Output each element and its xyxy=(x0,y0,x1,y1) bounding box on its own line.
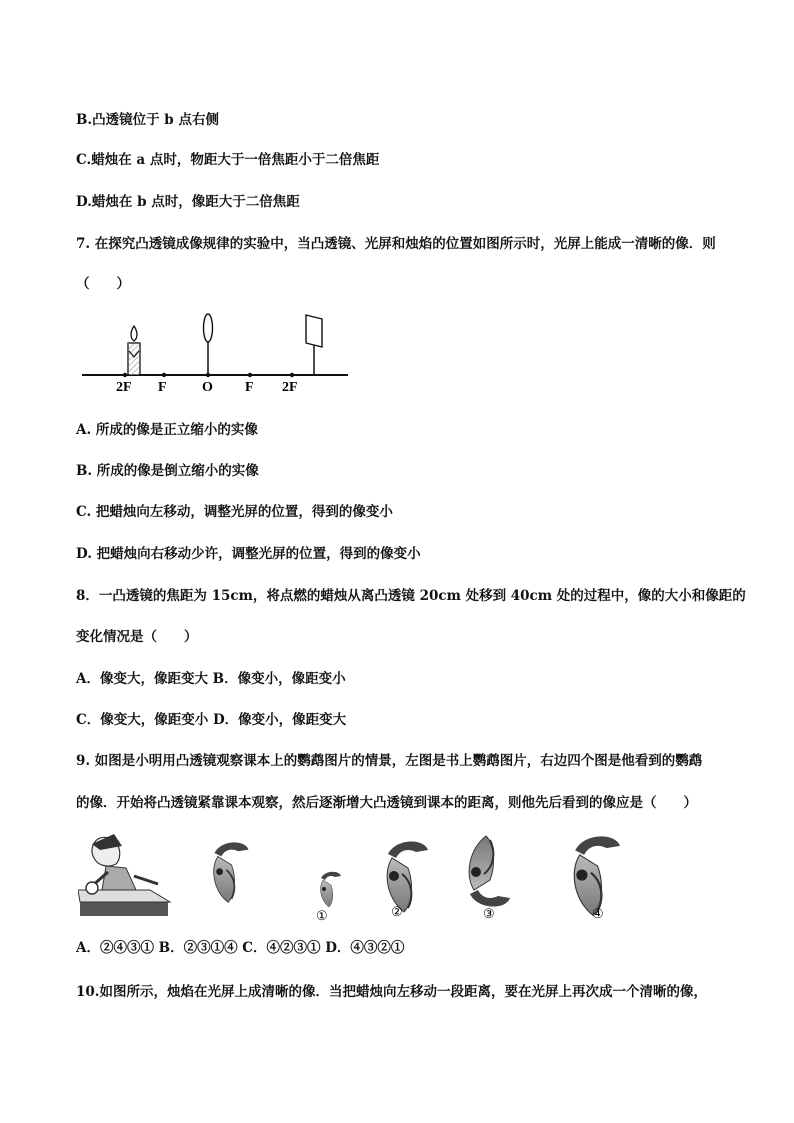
q7-option-b: B. 所成的像是倒立缩小的实像 xyxy=(76,463,259,479)
tick-f-left xyxy=(162,373,166,377)
tick-2f-right xyxy=(290,373,294,377)
label-2f-right: 2F xyxy=(282,380,298,395)
boy-with-magnifier-illustration xyxy=(78,834,170,916)
light-screen-icon xyxy=(306,315,322,375)
q10-stem-line1: 10.如图所示，烛焰在光屏上成清晰的像．当把蜡烛向左移动一段距离，要在光屏上再次成一个清晰的像， xyxy=(76,984,707,1000)
parrot-image-2 xyxy=(387,841,428,912)
q9-stem-line2: 的像．开始将凸透镜紧靠课本观察，然后逐渐增大凸透镜到课本的距离，则他先后看到的像应是（ ） xyxy=(76,795,697,811)
q7-option-c: C. 把蜡烛向左移动，调整光屏的位置，得到的像变小 xyxy=(76,504,393,520)
q6-option-d: D.蜡烛在 b 点时，像距大于二倍焦距 xyxy=(76,194,300,210)
original-parrot-picture xyxy=(214,842,249,902)
q8-options-line1: A．像变大，像距变大 B．像变小，像距变小 xyxy=(76,671,346,687)
label-image-4: ④ xyxy=(592,906,604,921)
label-image-3: ③ xyxy=(483,906,495,921)
tick-o xyxy=(206,373,210,377)
q9-parrot-figure xyxy=(78,828,638,928)
q7-option-a: A. 所成的像是正立缩小的实像 xyxy=(76,422,258,438)
q7-stem-line2: （ ） xyxy=(76,276,130,292)
parrot-image-1 xyxy=(321,872,341,907)
q6-option-b: B.凸透镜位于 b 点右侧 xyxy=(76,112,219,128)
q8-options-line2: C．像变大，像距变小 D．像变小，像距变大 xyxy=(76,712,347,728)
label-image-2: ② xyxy=(391,904,403,919)
q7-stem-line1: 7. 在探究凸透镜成像规律的实验中，当凸透镜、光屏和烛焰的位置如图所示时，光屏上能成一清晰的像．则 xyxy=(76,236,716,252)
q8-stem-line2: 变化情况是（ ） xyxy=(76,629,198,645)
q9-stem-line1: 9. 如图是小明用凸透镜观察课本上的鹦鹉图片的情景，左图是书上鹦鹉图片，右边四个图是他看到的鹦鹉 xyxy=(76,753,703,769)
tick-f-right xyxy=(248,373,252,377)
label-f-left: F xyxy=(158,380,167,395)
parrot-image-3 xyxy=(469,836,510,907)
label-2f-left: 2F xyxy=(116,380,132,395)
q8-stem-line1: 8．一凸透镜的焦距为 15cm，将点燃的蜡烛从离凸透镜 20cm 处移到 40cm 处的过程中，像的大小和像距的 xyxy=(76,588,746,604)
q7-option-d: D. 把蜡烛向右移动少许，调整光屏的位置，得到的像变小 xyxy=(76,546,421,562)
q9-options: A．②④③① B．②③①④ C．④②③① D．④③②① xyxy=(76,940,405,956)
convex-lens-icon xyxy=(204,314,213,375)
label-o: O xyxy=(202,380,213,395)
candle-icon xyxy=(128,326,140,375)
q6-option-c: C.蜡烛在 a 点时，物距大于一倍焦距小于二倍焦距 xyxy=(76,152,380,168)
tick-2f-left xyxy=(123,373,127,377)
q7-optical-bench-figure xyxy=(82,305,357,395)
label-image-1: ① xyxy=(316,908,328,923)
label-f-right: F xyxy=(245,380,254,395)
parrot-image-4 xyxy=(574,836,620,915)
